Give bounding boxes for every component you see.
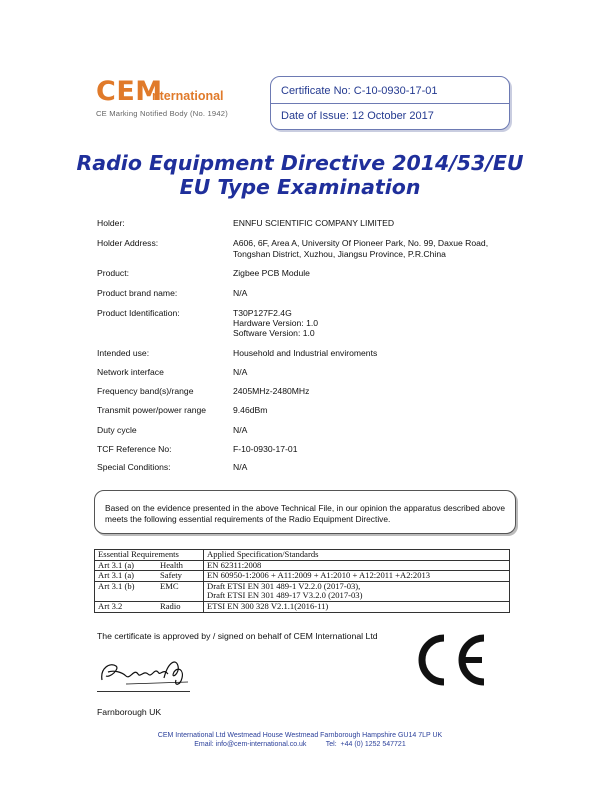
statement-box: [94, 490, 516, 534]
table-cell-standards: EN 60950-1:2006 + A11:2009 + A1:2010 + A12:2011 +A2:2013: [204, 571, 510, 582]
certificate-number: Certificate No: C-10-0930-17-01: [281, 85, 438, 97]
signature: [96, 650, 196, 692]
detail-label-holder: Holder:: [97, 218, 125, 228]
detail-value-transmit-power: 9.46dBm: [233, 405, 268, 415]
table-row: [95, 581, 510, 601]
detail-label-frequency: Frequency band(s)/range: [97, 386, 194, 396]
signature-line: [97, 691, 190, 692]
table-cell-category: EMC: [157, 581, 204, 601]
detail-value-tcf: F-10-0930-17-01: [233, 444, 298, 454]
table-header-row: [95, 550, 510, 561]
issue-date: Date of Issue: 12 October 2017: [281, 110, 434, 122]
table-row: [95, 601, 510, 612]
document-subtitle: EU Type Examination: [179, 175, 421, 199]
detail-label-tcf: TCF Reference No:: [97, 444, 172, 454]
detail-value-special-conditions: N/A: [233, 462, 248, 472]
table-row: [95, 560, 510, 571]
certificate-info-box: [270, 76, 510, 130]
detail-value-duty-cycle: N/A: [233, 425, 248, 435]
standard-line: Draft ETSI EN 301 489-17 V3.2.0 (2017-03): [207, 590, 363, 601]
table-cell-article: Art 3.2: [95, 601, 158, 612]
approval-text: The certificate is approved by / signed on behalf of CEM International Ltd: [97, 631, 378, 641]
footer-address: CEM International Ltd Westmead House Westmead Farnborough Hampshire GU14 7LP UK: [157, 732, 443, 739]
table-cell-standards: EN 62311:2008: [204, 560, 510, 571]
detail-label-intended-use: Intended use:: [97, 348, 150, 358]
table-header-requirements: Essential Requirements: [95, 550, 204, 561]
detail-value-brand: N/A: [233, 288, 248, 298]
table-header-standards: Applied Specification/Standards: [204, 550, 510, 561]
detail-value-software-version: Software Version: 1.0: [233, 328, 315, 338]
table-cell-article: Art 3.1 (a): [95, 560, 158, 571]
detail-value-hardware-version: Hardware Version: 1.0: [233, 318, 319, 328]
logo-subtitle: CE Marking Notified Body (No. 1942): [96, 109, 228, 118]
detail-label-special-conditions: Special Conditions:: [97, 462, 171, 472]
table-cell-standards: [204, 581, 510, 601]
detail-label-network: Network interface: [97, 367, 164, 377]
certificate-divider: [271, 103, 509, 104]
detail-label-duty-cycle: Duty cycle: [97, 425, 137, 435]
table-cell-article: Art 3.1 (a): [95, 571, 158, 582]
table-cell-standards: ETSI EN 300 328 V2.1.1(2016-11): [204, 601, 510, 612]
ce-mark-icon: [410, 630, 490, 690]
footer-contact: Email: info@cem-international.co.uk Tel: +44 (0) 1252 547721: [194, 741, 406, 748]
table-row: [95, 571, 510, 582]
detail-value-identification-model: T30P127F2.4G: [233, 308, 292, 318]
detail-label-address: Holder Address:: [97, 238, 159, 248]
detail-label-identification: Product Identification:: [97, 308, 180, 318]
detail-value-network: N/A: [233, 367, 248, 377]
table-cell-category: Health: [157, 560, 204, 571]
detail-value-address-line2: Tongshan District, Xuzhou, Jiangsu Province, P.R.China: [233, 249, 446, 259]
signature-location: Farnborough UK: [97, 707, 162, 717]
table-cell-category: Radio: [157, 601, 204, 612]
logo-brand-suffix: nternational: [152, 89, 224, 103]
detail-value-frequency: 2405MHz-2480MHz: [233, 386, 310, 396]
statement-text: Based on the evidence presented in the above Technical File, in our opinion the apparatus described above meets the following essential requirements of the Radio Equipment Directive.: [105, 503, 505, 524]
document-title: Radio Equipment Directive 2014/53/EU: [76, 151, 524, 175]
detail-label-product: Product:: [97, 268, 130, 278]
detail-value-holder: ENNFU SCIENTIFIC COMPANY LIMITED: [233, 218, 395, 228]
detail-value-product: Zigbee PCB Module: [233, 268, 310, 278]
table-cell-category: Safety: [157, 571, 204, 582]
detail-value-address-line1: A606, 6F, Area A, University Of Pioneer Park, No. 99, Daxue Road,: [233, 238, 489, 248]
detail-value-intended-use: Household and Industrial enviroments: [233, 348, 378, 358]
detail-label-brand: Product brand name:: [97, 288, 178, 298]
logo-brand: CEM: [96, 76, 163, 107]
detail-label-transmit-power: Transmit power/power range: [97, 405, 207, 415]
requirements-table: [94, 549, 510, 613]
table-cell-article: Art 3.1 (b): [95, 581, 158, 601]
standard-line: Draft ETSI EN 301 489-1 V2.2.0 (2017-03),: [207, 580, 361, 591]
